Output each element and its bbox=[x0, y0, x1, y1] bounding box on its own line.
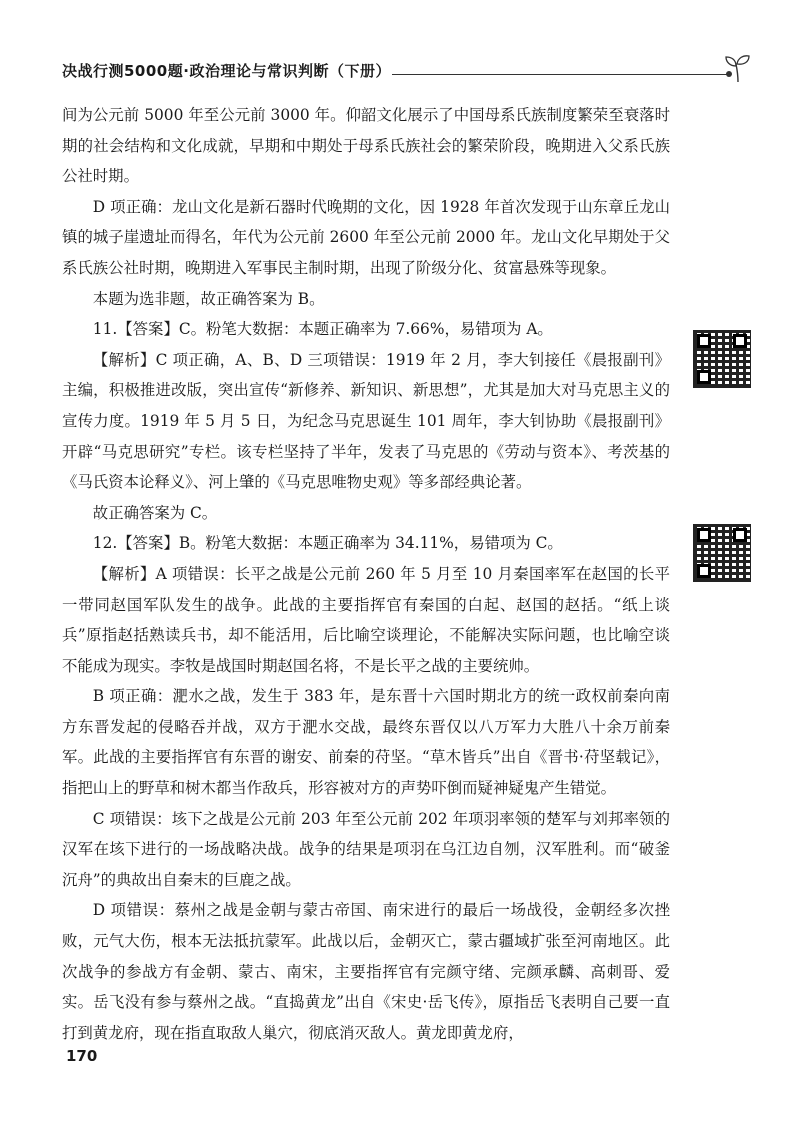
paragraph-10: C 项错误：垓下之战是公元前 203 年至公元前 202 年项羽率领的楚军与刘邦率领的汉军在垓下进行的一场战略决战。战争的结果是项羽在乌江边自刎，汉军胜利。而“破釜沉舟”的典故出自秦末的巨鹿之战。 bbox=[62, 809, 670, 889]
qr-finder-pattern bbox=[697, 370, 711, 384]
qr-code-icon[interactable] bbox=[693, 524, 751, 582]
paragraph-9: B 项正确：淝水之战，发生于 383 年，是东晋十六国时期北方的统一政权前秦向南方东晋发起的侵略吞并战，双方于淝水交战，最终东晋仅以八万军力大胜八十余万前秦军。此战的主要指挥官有东晋的谢安、前秦的苻坚。“草木皆兵”出自《晋书·苻坚载记》，指把山上的野草和树木都当作敌兵，形容被对方的声势吓倒而疑神疑鬼产生错觉。 bbox=[62, 687, 670, 798]
paragraph-5: 【解析】C 项正确，A、B、D 三项错误：1919 年 2 月，李大钊接任《晨报副刊》主编，积极推进改版，突出宣传“新修养、新知识、新思想”，尤其是加大对马克思主义的宣传力度。1919 年 5 月 5 日，为纪念马克思诞生 101 周年，李大钊协助《晨报副刊》开辟“马克思研究”专栏。该专栏坚持了半年，发表了马克思的《劳动与资本》、考茨基的《马氏资本论释义》、河上肇的《马克思唯物史观》等多部经典论著。 bbox=[62, 350, 670, 492]
paragraph-7: 12.【答案】B。粉笔大数据：本题正确率为 34.11%，易错项为 C。 bbox=[92, 534, 563, 553]
paragraph-3: 本题为选非题，故正确答案为 B。 bbox=[92, 289, 325, 308]
qr-code-icon[interactable] bbox=[693, 330, 751, 388]
paragraph-4: 11.【答案】C。粉笔大数据：本题正确率为 7.66%，易错项为 A。 bbox=[92, 320, 553, 339]
sprout-icon bbox=[724, 54, 752, 84]
running-header bbox=[62, 56, 752, 92]
paragraph-1: 间为公元前 5000 年至公元前 3000 年。仰韶文化展示了中国母系氏族制度繁荣至衰落时期的社会结构和文化成就，早期和中期处于母系氏族社会的繁荣阶段，晚期进入父系氏族公社时期。 bbox=[62, 106, 670, 186]
qr-finder-pattern bbox=[697, 564, 711, 578]
paragraph-8: 【解析】A 项错误：长平之战是公元前 260 年 5 月至 10 月秦国率军在赵国的长平一带同赵国军队发生的战争。此战的主要指挥官有秦国的白起、赵国的赵括。“纸上谈兵”原指赵括熟读兵书，却不能活用，后比喻空谈理论，不能解决实际问题，也比喻空谈不能成为现实。李牧是战国时期赵国名将，不是长平之战的主要统帅。 bbox=[62, 564, 670, 675]
paragraph-2: D 项正确：龙山文化是新石器时代晚期的文化，因 1928 年首次发现于山东章丘龙山镇的城子崖遗址而得名，年代为公元前 2600 年至公元前 2000 年。龙山文化早期处于父系氏族公社时期，晚期进入军事民主制时期，出现了阶级分化、贫富悬殊等现象。 bbox=[62, 197, 670, 277]
paragraph-11: D 项错误：蔡州之战是金朝与蒙古帝国、南宋进行的最后一场战役，金朝经多次挫败，元气大伤，根本无法抵抗蒙军。此战以后，金朝灭亡，蒙古疆域扩张至河南地区。此次战争的参战方有金朝、蒙古、南宋，主要指挥官有完颜守绪、完颜承麟、高刺哥、爱实。岳飞没有参与蔡州之战。“直捣黄龙”出自《宋史·岳飞传》，原指岳飞表明自己要一直打到黄龙府，现在指直取敌人巢穴，彻底消灭敌人。黄龙即黄龙府， bbox=[62, 901, 670, 1042]
header-rule bbox=[392, 74, 728, 75]
book-title: 决战行测5000题·政治理论与常识判断（下册） bbox=[62, 62, 391, 80]
page-body bbox=[62, 100, 670, 1048]
paragraph-6: 故正确答案为 C。 bbox=[92, 503, 218, 522]
page-number: 170 bbox=[66, 1047, 98, 1065]
